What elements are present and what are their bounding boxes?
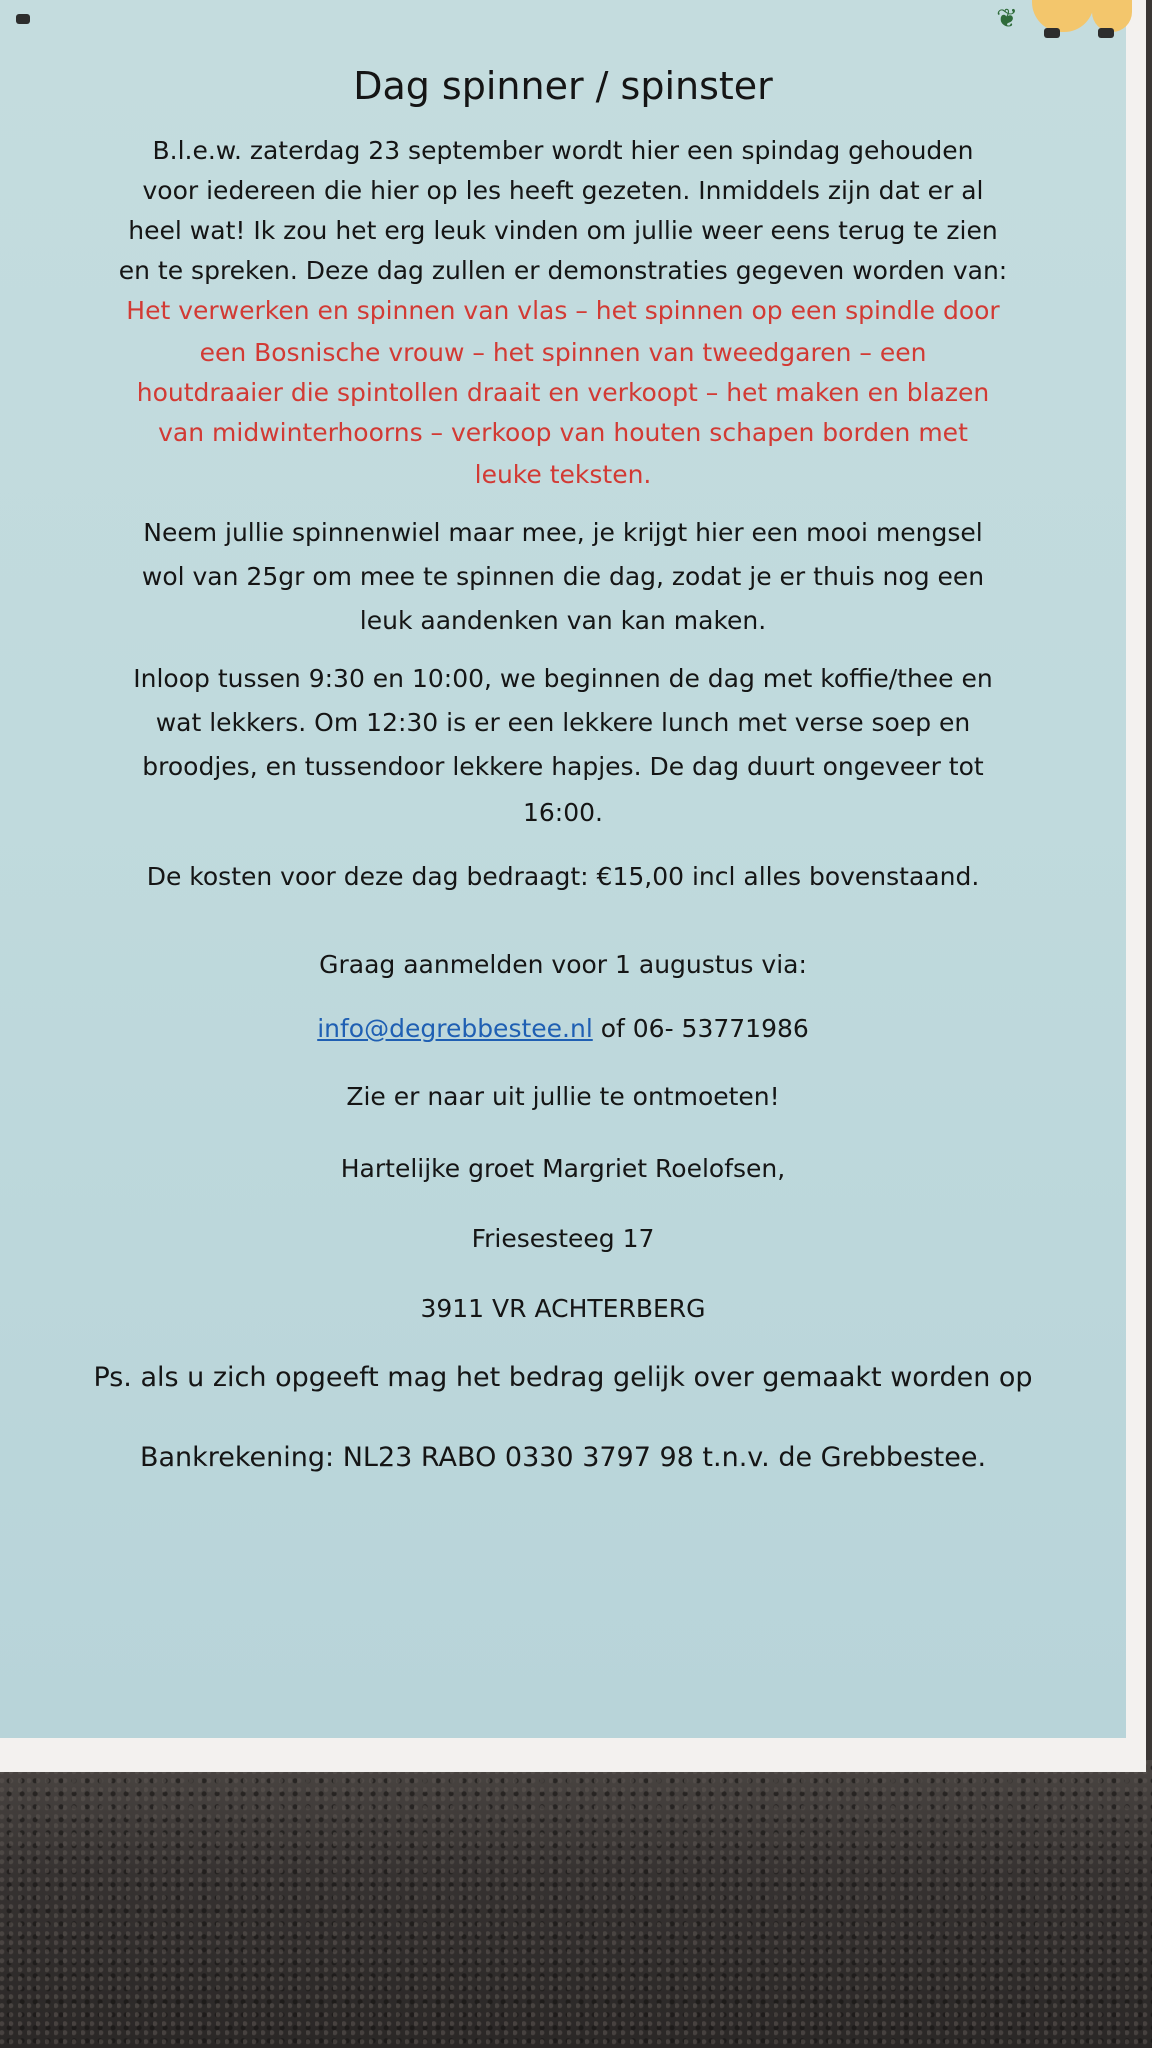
- intro-line: en te spreken. Deze dag zullen er demonstraties gegeven worden van:: [118, 256, 1008, 285]
- wheel-line: leuk aandenken van kan maken.: [359, 606, 767, 635]
- sheep-decoration-icon: [1098, 28, 1114, 38]
- intro-line: B.l.e.w. zaterdag 23 september wordt hier een spindag gehouden: [152, 136, 974, 165]
- table-surface: [0, 1760, 1152, 2048]
- email-link[interactable]: info@degrebbestee.nl: [317, 1014, 593, 1043]
- schedule-line: Inloop tussen 9:30 en 10:00, we beginnen de dag met koffie/thee en: [133, 664, 993, 693]
- city-address: 3911 VR ACHTERBERG: [420, 1294, 706, 1323]
- closing-text: Zie er naar uit jullie te ontmoeten!: [346, 1082, 780, 1111]
- schedule-line: broodjes, en tussendoor lekkere hapjes. De dag duurt ongeveer tot: [142, 752, 984, 781]
- page-title: Dag spinner / spinster: [353, 64, 773, 108]
- ps-text: Ps. als u zich opgeeft mag het bedrag gelijk over gemaakt worden op: [93, 1362, 1033, 1393]
- demo-line: leuke teksten.: [474, 460, 652, 489]
- wheel-line: Neem jullie spinnenwiel maar mee, je krijgt hier een mooi mengsel: [143, 518, 983, 547]
- demo-line: Het verwerken en spinnen van vlas – het spinnen op een spindle door: [126, 296, 1000, 325]
- sun-decoration-icon: [1032, 0, 1094, 32]
- intro-line: heel wat! Ik zou het erg leuk vinden om jullie weer eens terug te zien: [128, 216, 998, 245]
- wheel-line: wol van 25gr om mee te spinnen die dag, zodat je er thuis nog een: [141, 562, 985, 591]
- costs-text: De kosten voor deze dag bedraagt: €15,00 incl alles bovenstaand.: [146, 862, 980, 891]
- schedule-line: 16:00.: [523, 798, 603, 827]
- greeting-text: Hartelijke groet Margriet Roelofsen,: [340, 1154, 786, 1183]
- contact-line: [0, 1014, 1126, 1043]
- intro-line: voor iedereen die hier op les heeft gezeten. Inmiddels zijn dat er al: [142, 176, 984, 205]
- schedule-line: wat lekkers. Om 12:30 is er een lekkere lunch met verse soep en: [155, 708, 971, 737]
- street-address: Friesesteeg 17: [471, 1224, 655, 1253]
- sheep-decoration-icon: [1044, 28, 1060, 38]
- bank-text: Bankrekening: NL23 RABO 0330 3797 98 t.n.v. de Grebbestee.: [139, 1442, 987, 1473]
- signup-text: Graag aanmelden voor 1 augustus via:: [319, 950, 807, 979]
- demo-line: van midwinterhoorns – verkoop van houten schapen borden met: [158, 418, 968, 447]
- phone-text: of 06- 53771986: [592, 1014, 809, 1043]
- flower-decoration-icon: ❦: [996, 4, 1018, 34]
- sheep-decoration-icon: [16, 14, 30, 24]
- demo-line: een Bosnische vrouw – het spinnen van tweedgaren – een: [199, 338, 927, 367]
- demo-line: houtdraaier die spintollen draait en verkoopt – het maken en blazen: [136, 378, 990, 407]
